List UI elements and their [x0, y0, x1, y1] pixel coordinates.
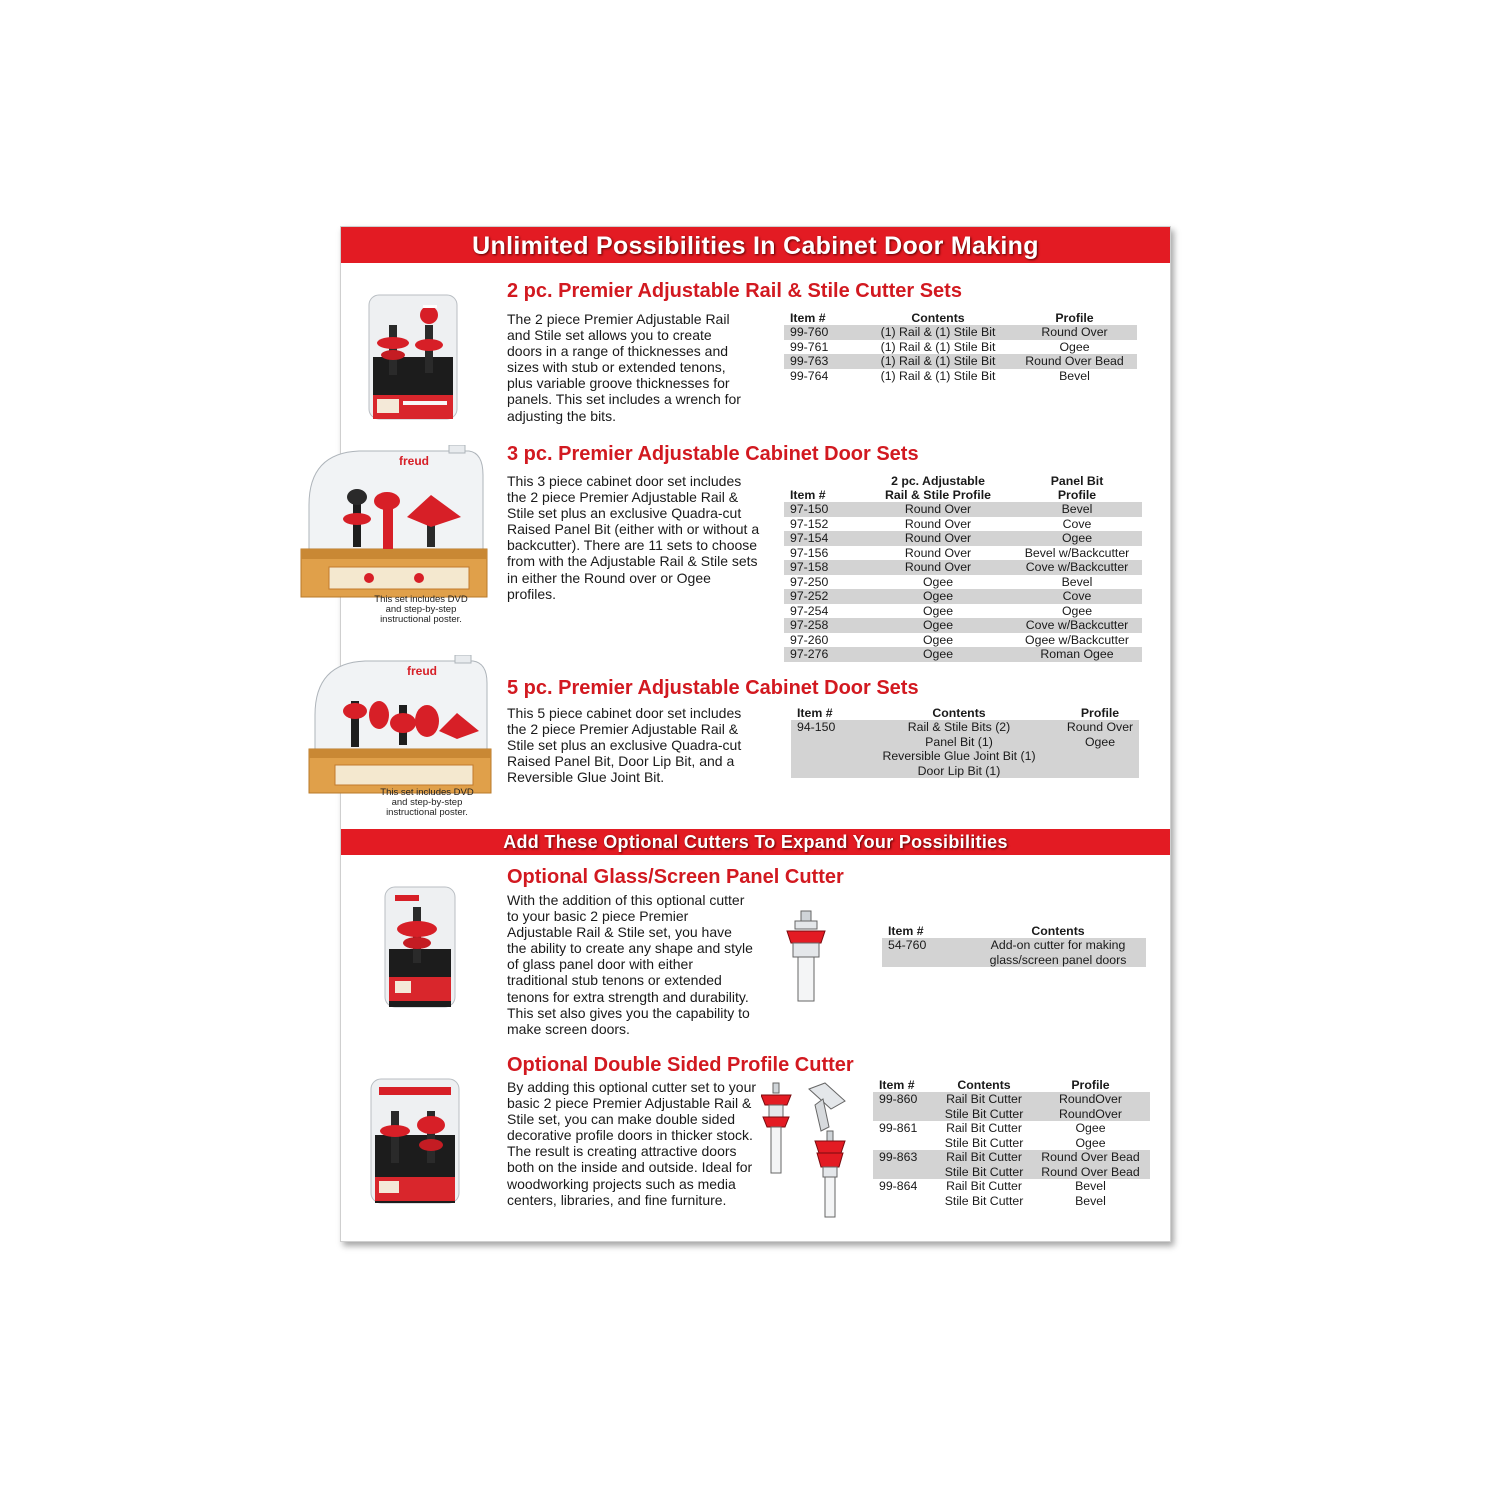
table-cell: Round Over: [864, 502, 1012, 517]
table-row: [784, 604, 1142, 619]
table-row: [784, 560, 1142, 575]
table-cell: Round Over: [864, 531, 1012, 546]
table-cell: Ogee: [922, 574, 954, 589]
table-cell: 99-760: [784, 325, 864, 340]
table-cell: (1) Rail & (1) Stile Bit: [864, 325, 1012, 340]
table-cell: Ogee: [922, 603, 954, 618]
table-cell: Stile Bit Cutter: [937, 1107, 1031, 1122]
table-cell: [1061, 764, 1139, 779]
column-header: [864, 474, 1012, 502]
table-row: [784, 633, 1142, 648]
section-title-5pc: 5 pc. Premier Adjustable Cabinet Door Sets: [507, 677, 919, 699]
table-cell: 99-764: [790, 368, 829, 383]
section-description-2pc: The 2 piece Premier Adjustable Rail and Stile set allows you to create doors in a range of thicknesses and sizes with stub or extended tenons, plus variable groove thicknesses for panels. This set includes a wrench for adjusting the bits.: [507, 311, 741, 424]
table-cell: Stile Bit Cutter: [944, 1193, 1024, 1208]
table-cell: Rail & Stile Bits (2): [857, 720, 1061, 735]
table-cell: [791, 749, 857, 764]
table-cell: 97-276: [784, 647, 864, 662]
glass-screen-cutter-diagram: [781, 909, 831, 1003]
table-cell: 99-761: [790, 339, 829, 354]
double-sided-profile-cutter-package-image: [365, 1075, 465, 1209]
table-cell: glass/screen panel doors: [970, 953, 1146, 968]
table-row: [873, 1150, 1150, 1165]
column-header: [1012, 474, 1142, 502]
table-row: [784, 517, 1142, 532]
5pc-cabinet-door-set-image: [307, 655, 493, 795]
set-caption-5pc: [365, 788, 489, 818]
table-cell: Ogee: [1075, 1121, 1106, 1135]
table-cell: Round Over Bead: [1031, 1165, 1150, 1180]
glass-panel-cutter-package-image: [381, 883, 459, 1015]
table-row: [873, 1194, 1150, 1209]
table-cell: 97-260: [790, 632, 829, 647]
caption-line: and step-by-step: [391, 797, 463, 808]
table-row: [873, 1136, 1150, 1151]
column-header-line: Profile: [1057, 488, 1097, 502]
section-title-3pc: 3 pc. Premier Adjustable Cabinet Door Sets: [507, 443, 919, 465]
table-cell: 99-864: [879, 1179, 918, 1193]
caption-line: This set includes DVD: [380, 787, 474, 798]
table-cell: 99-860: [873, 1092, 937, 1107]
column-header: Item #: [879, 1078, 915, 1092]
column-header: Item #: [888, 924, 924, 938]
table-cell: Bevel w/Backcutter: [1024, 545, 1130, 560]
3pc-cabinet-door-set-image: [299, 445, 489, 600]
column-header: Contents: [957, 1078, 1011, 1092]
brand-logo: freud: [399, 454, 429, 468]
table-cell: [873, 1107, 937, 1122]
table-cell: Bevel: [1061, 574, 1093, 589]
table-cell: Ogee: [1061, 735, 1139, 750]
table-cell: Ogee: [1061, 603, 1093, 618]
table-cell: Reversible Glue Joint Bit (1): [857, 749, 1061, 764]
table-cell: 99-763: [784, 354, 864, 369]
table-cell: Ogee: [1059, 339, 1090, 354]
table-row: [784, 325, 1137, 340]
brand-logo: freud: [407, 664, 437, 678]
table-row: [882, 953, 1146, 968]
column-header: Item #: [790, 488, 826, 502]
section-title-double-sided: Optional Double Sided Profile Cutter: [507, 1054, 854, 1076]
table-row: [791, 749, 1139, 764]
table-cell: Bevel: [1075, 1179, 1106, 1193]
table-cell: 97-250: [790, 574, 829, 589]
table-cell: Rail Bit Cutter: [937, 1092, 1031, 1107]
catalog-page: [340, 226, 1171, 1242]
section-title-2pc: 2 pc. Premier Adjustable Rail & Stile Cutter Sets: [507, 280, 962, 302]
table-cell: [882, 953, 970, 968]
table-cell: Round Over: [904, 516, 972, 531]
table-cell: (1) Rail & (1) Stile Bit: [880, 339, 996, 354]
table-cell: Panel Bit (1): [857, 735, 1061, 750]
table-cell: Cove w/Backcutter: [1012, 560, 1142, 575]
column-header-line: 2 pc. Adjustable: [891, 474, 985, 488]
table-row: [873, 1107, 1150, 1122]
spec-table-glass-screen: [882, 924, 1146, 967]
table-cell: Ogee: [864, 647, 1012, 662]
table-cell: (1) Rail & (1) Stile Bit: [880, 368, 996, 383]
table-row: [784, 589, 1142, 604]
table-cell: Ogee: [922, 632, 954, 647]
section-description-double-sided: By adding this optional cutter set to your basic 2 piece Premier Adjustable Rail & Stile set, you can make double sided decorative profile doors in thicker stock. The result is creating attractive doors both on the inside and outside. Ideal for woodworking projects such as media centers, libraries, and fine furniture.: [507, 1079, 757, 1208]
table-cell: Cove: [1062, 516, 1092, 531]
table-cell: Bevel: [1075, 1193, 1106, 1208]
table-cell: Cove: [1012, 589, 1142, 604]
table-row: [784, 531, 1142, 546]
table-cell: Bevel: [1059, 368, 1090, 383]
table-cell: Ogee w/Backcutter: [1025, 632, 1129, 647]
top-banner: Unlimited Possibilities In Cabinet Door Making: [341, 227, 1170, 263]
table-row: [784, 647, 1142, 662]
table-cell: 97-158: [784, 560, 864, 575]
table-row: [784, 502, 1142, 517]
table-cell: 99-861: [879, 1121, 918, 1135]
spec-table-3pc: [784, 474, 1142, 662]
double-sided-cutter-diagram: [761, 1079, 851, 1219]
table-row: [784, 618, 1142, 633]
table-cell: Rail Bit Cutter: [946, 1121, 1022, 1135]
table-cell: Ogee: [1012, 531, 1142, 546]
caption-line: and step-by-step: [385, 604, 457, 615]
column-header: Profile: [1080, 706, 1120, 720]
column-header: Profile: [1055, 311, 1094, 325]
set-caption-3pc: [359, 595, 483, 625]
section-title-glass-screen: Optional Glass/Screen Panel Cutter: [507, 866, 844, 888]
column-header-line: Panel Bit: [1050, 474, 1104, 488]
table-cell: [791, 735, 857, 750]
rail-stile-set-package-image: [363, 291, 463, 427]
table-cell: Stile Bit Cutter: [937, 1165, 1031, 1180]
table-cell: RoundOver: [1031, 1107, 1150, 1122]
spec-table-2pc: [784, 311, 1137, 383]
table-cell: Stile Bit Cutter: [944, 1135, 1024, 1150]
table-cell: Round Over: [864, 560, 1012, 575]
section-description-glass-screen: With the addition of this optional cutter to your basic 2 piece Premier Adjustable Rail & Stile set, you have the ability to create any shape and style of glass panel door with either traditional stub tenons or extended tenons for extra strength and durability. This set also gives you the capability to make screen doors.: [507, 892, 753, 1037]
spec-table-double-sided: [873, 1078, 1150, 1208]
table-cell: Round Over: [1012, 325, 1137, 340]
table-row: [873, 1092, 1150, 1107]
table-cell: Ogee: [864, 589, 1012, 604]
caption-line: instructional poster.: [386, 807, 468, 818]
column-header: Contents: [932, 706, 986, 720]
section-description-5pc: This 5 piece cabinet door set includes the 2 piece Premier Adjustable Rail & Stile set plus an exclusive Quadra-cut Raised Panel Bit, Door Lip Bit, and a Reversible Glue Joint Bit.: [507, 705, 742, 786]
optional-cutters-banner: Add These Optional Cutters To Expand Your Possibilities: [341, 829, 1170, 855]
column-header: Item #: [790, 311, 826, 325]
table-cell: Ogee: [864, 618, 1012, 633]
column-header: Item #: [797, 706, 833, 720]
table-cell: Roman Ogee: [1012, 647, 1142, 662]
column-header: Contents: [911, 311, 965, 325]
spec-table-5pc: [791, 706, 1139, 778]
caption-line: This set includes DVD: [374, 594, 468, 605]
table-cell: [873, 1194, 937, 1209]
table-row: [784, 354, 1137, 369]
table-cell: Round Over: [1061, 720, 1139, 735]
table-cell: 97-252: [784, 589, 864, 604]
table-cell: Add-on cutter for making: [970, 938, 1146, 953]
caption-line: instructional poster.: [380, 614, 462, 625]
table-cell: [1061, 749, 1139, 764]
table-cell: Round Over Bead: [1031, 1150, 1150, 1165]
table-cell: 99-863: [873, 1150, 937, 1165]
table-cell: Round Over: [904, 545, 972, 560]
table-cell: 94-150: [791, 720, 857, 735]
table-row: [791, 735, 1139, 750]
table-cell: (1) Rail & (1) Stile Bit: [864, 354, 1012, 369]
table-cell: [873, 1165, 937, 1180]
table-cell: Bevel: [1012, 502, 1142, 517]
table-row: [791, 764, 1139, 779]
table-row: [873, 1179, 1150, 1194]
table-cell: 97-258: [784, 618, 864, 633]
table-row: [784, 340, 1137, 355]
table-cell: Rail Bit Cutter: [937, 1150, 1031, 1165]
table-row: [784, 369, 1137, 384]
table-cell: Rail Bit Cutter: [946, 1179, 1022, 1193]
table-cell: Door Lip Bit (1): [857, 764, 1061, 779]
table-row: [882, 938, 1146, 953]
table-cell: 97-156: [790, 545, 829, 560]
table-cell: 54-760: [882, 938, 970, 953]
table-cell: RoundOver: [1031, 1092, 1150, 1107]
column-header: Contents: [1031, 924, 1085, 938]
table-cell: 97-152: [790, 516, 829, 531]
table-row: [784, 575, 1142, 590]
table-cell: Cove w/Backcutter: [1012, 618, 1142, 633]
table-cell: 97-154: [784, 531, 864, 546]
table-cell: [873, 1136, 937, 1151]
table-row: [791, 720, 1139, 735]
table-cell: 97-254: [790, 603, 829, 618]
table-row: [784, 546, 1142, 561]
section-description-3pc: This 3 piece cabinet door set includes the 2 piece Premier Adjustable Rail & Stile set plus an exclusive Quadra-cut Raised Panel Bit (either with or without a backcutter). There are 11 sets to choose from with the Adjustable Rail & Stile sets in either the Round over or Ogee profiles.: [507, 473, 760, 602]
table-cell: 97-150: [784, 502, 864, 517]
table-cell: Round Over Bead: [1012, 354, 1137, 369]
table-cell: Ogee: [1075, 1135, 1106, 1150]
column-header: Profile: [1071, 1078, 1110, 1092]
table-row: [873, 1121, 1150, 1136]
table-cell: [791, 764, 857, 779]
table-row: [873, 1165, 1150, 1180]
column-header-line: Rail & Stile Profile: [885, 488, 991, 502]
